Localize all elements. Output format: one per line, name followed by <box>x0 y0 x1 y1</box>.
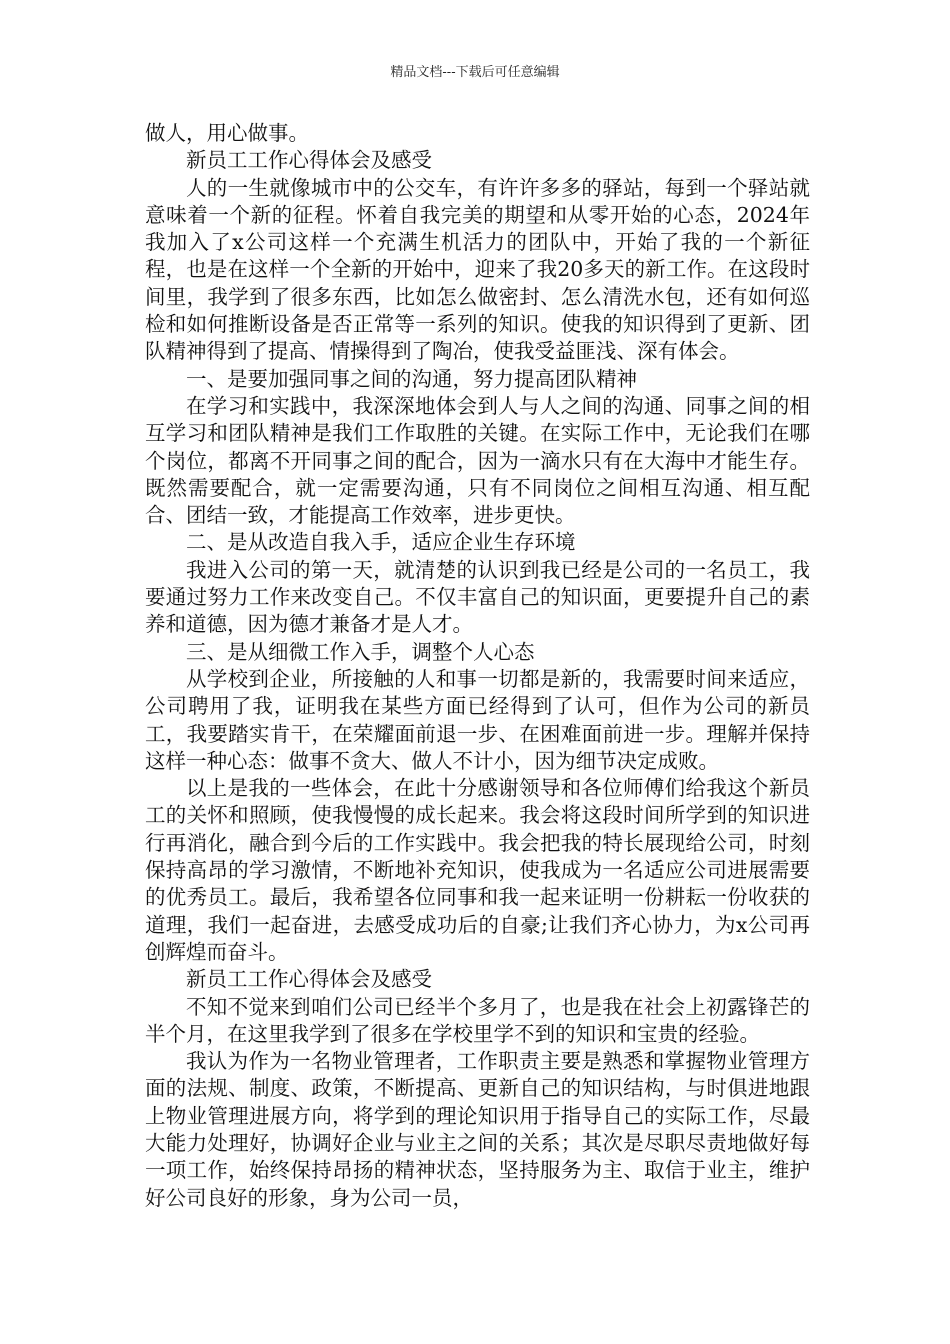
section-title: 新员工工作心得体会及感受 <box>186 967 432 992</box>
paragraph: 以上是我的一些体会，在此十分感谢领导和各位师傅们给我这个新员工的关怀和照顾，使我慢慢的成长起来。我会将这段时间所学到的知识进行再消化，融合到今后的工作实践中。我会把我的特长展现给公司，时刻保持高昂的学习激情，不断地补充知识，使我成为一名适应公司进展需要的优秀员工。最后，我希望各位同事和我一起来证明一份耕耘一份收获的道理，我们一起奋进，去感受成功后的自豪;让我们齐心协力，为x公司再创辉煌而奋斗。 <box>145 776 810 964</box>
paragraph: 在学习和实践中，我深深地体会到人与人之间的沟通、同事之间的相互学习和团队精神是我们工作取胜的关键。在实际工作中，无论我们在哪个岗位，都离不开同事之间的配合，因为一滴水只有在大海中才能生存。既然需要配合，就一定需要沟通，只有不同岗位之间相互沟通、相互配合、团结一致，才能提高工作效率，进步更快。 <box>145 393 810 528</box>
paragraph: 不知不觉来到咱们公司已经半个多月了，也是我在社会上初露锋芒的半个月，在这里我学到了很多在学校里学不到的知识和宝贵的经验。 <box>145 994 810 1046</box>
section-heading: 二、是从改造自我入手，适应企业生存环境 <box>186 530 576 555</box>
paragraph: 从学校到企业，所接触的人和事一切都是新的，我需要时间来适应，公司聘用了我，证明我在某些方面已经得到了认可，但作为公司的新员工，我要踏实肯干，在荣耀面前退一步、在困难面前进一步。理解并保持这样一种心态：做事不贪大、做人不计小，因为细节决定成败。 <box>145 666 810 773</box>
document-body <box>145 120 810 1212</box>
paragraph-continuation: 做人，用心做事。 <box>145 121 309 145</box>
page-header: 精品文档---下载后可任意编辑 <box>390 65 560 80</box>
paragraph: 人的一生就像城市中的公交车，有许许多多的驿站，每到一个驿站就意味着一个新的征程。怀着自我完美的期望和从零开始的心态，2024年我加入了x公司这样一个充满生机活力的团队中，开始了我的一个新征程，也是在这样一个全新的开始中，迎来了我20多天的新工作。在这段时间里，我学到了很多东西，比如怎么做密封、怎么清洗水包，还有如何巡检和如何推断设备是否正常等一系列的知识。使我的知识得到了更新、团队精神得到了提高、情操得到了陶冶，使我受益匪浅、深有体会。 <box>145 175 810 364</box>
section-heading: 三、是从细微工作入手，调整个人心态 <box>186 639 535 664</box>
paragraph: 我进入公司的第一天，就清楚的认识到我已经是公司的一名员工，我要通过努力工作来改变自己。不仅丰富自己的知识面，更要提升自己的素养和道德，因为德才兼备才是人才。 <box>145 557 810 637</box>
paragraph: 我认为作为一名物业管理者，工作职责主要是熟悉和掌握物业管理方面的法规、制度、政策，不断提高、更新自己的知识结构，与时俱进地跟上物业管理进展方向，将学到的理论知识用于指导自己的实际工作，尽最大能力处理好，协调好企业与业主之间的关系；其次是尽职尽责地做好每一项工作，始终保持昂扬的精神状态，坚持服务为主、取信于业主，维护好公司良好的形象，身为公司一员， <box>145 1049 810 1210</box>
section-title: 新员工工作心得体会及感受 <box>186 148 432 173</box>
section-heading: 一、是要加强同事之间的沟通，努力提高团队精神 <box>186 366 637 391</box>
